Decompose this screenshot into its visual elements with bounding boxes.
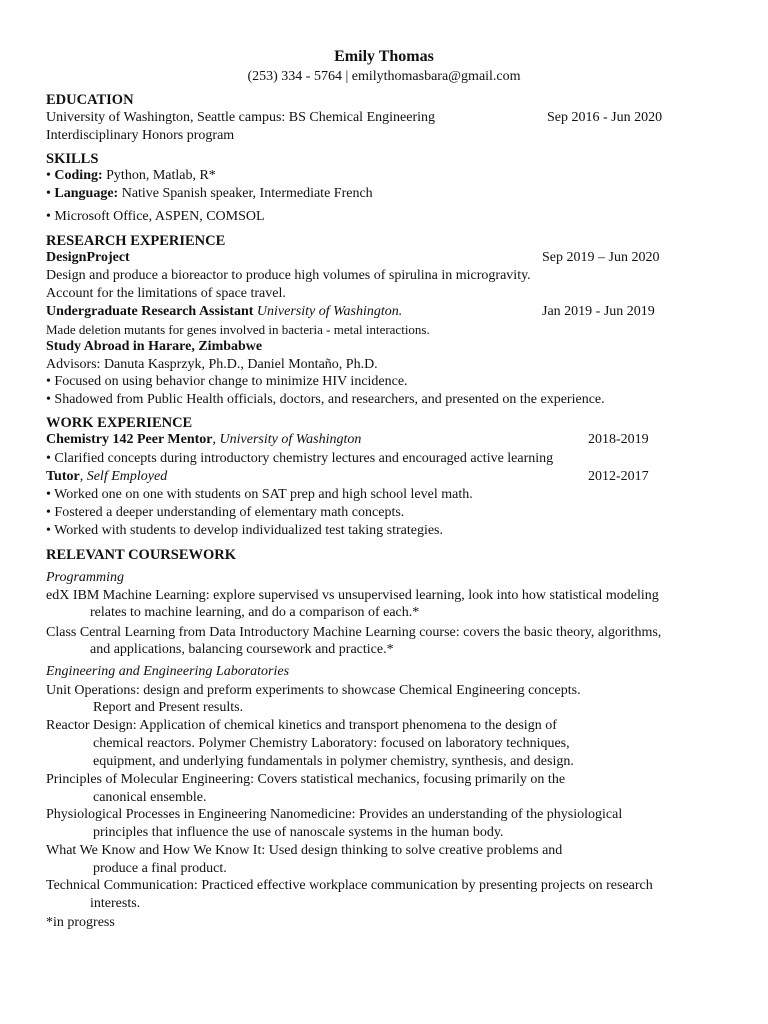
tech-comm-1: Technical Communication: Practiced effective workplace communication by presenting projects on research <box>46 878 653 893</box>
skill-coding-label: Coding: <box>54 168 103 183</box>
mentor-title: Chemistry 142 Peer Mentor <box>46 432 213 447</box>
study-abroad-advisors: Advisors: Danuta Kasprzyk, Ph.D., Daniel Montaño, Ph.D. <box>46 357 378 372</box>
programming-label: Programming <box>46 570 125 585</box>
design-project-dates: Sep 2019 – Jun 2020 <box>542 250 660 265</box>
bullet: • <box>46 168 51 183</box>
tutor-bullet-1-text: Worked one on one with students on SAT prep and high school level math. <box>54 487 473 502</box>
tutor-title-line <box>46 468 167 486</box>
molecular-eng-2: canonical ensemble. <box>93 790 207 805</box>
study-abroad-bullet-1-text: Focused on using behavior change to minimize HIV incidence. <box>54 374 408 389</box>
skill-coding <box>46 167 216 185</box>
reactor-design-1: Reactor Design: Application of chemical kinetics and transport phenomena to the design of <box>46 718 557 733</box>
ura-desc: Made deletion mutants for genes involved in bacteria - metal interactions. <box>46 322 430 337</box>
study-abroad-title: Study Abroad in Harare, Zimbabwe <box>46 339 263 354</box>
education-program: Interdisciplinary Honors program <box>46 128 235 143</box>
tutor-bullet-3-text: Worked with students to develop individualized test taking strategies. <box>54 523 444 538</box>
tutor-sep: , <box>79 469 87 484</box>
mentor-org: University of Washington <box>219 432 362 447</box>
nanomedicine-1: Physiological Processes in Engineering Nanomedicine: Provides an understanding of the physiological <box>46 807 623 822</box>
ura-title-line <box>46 303 402 321</box>
mentor-bullet-1 <box>46 450 553 468</box>
tutor-dates: 2012-2017 <box>588 469 649 484</box>
cc-course-2: and applications, balancing coursework and practice.* <box>90 642 394 657</box>
tutor-bullet-2-text: Fostered a deeper understanding of elementary math concepts. <box>54 505 405 520</box>
contact-info: (253) 334 - 5764 | emilythomasbara@gmail.com <box>247 69 521 84</box>
coursework-heading: RELEVANT COURSEWORK <box>46 547 237 563</box>
bullet: • <box>46 374 51 389</box>
design-project-title: DesignProject <box>46 250 130 265</box>
research-heading: RESEARCH EXPERIENCE <box>46 233 226 249</box>
bullet: • <box>46 451 51 466</box>
skill-other <box>46 208 265 226</box>
reactor-design-2: chemical reactors. Polymer Chemistry Laboratory: focused on laboratory techniques, <box>93 736 570 751</box>
bullet: • <box>46 209 51 224</box>
tech-comm-2: interests. <box>90 896 141 911</box>
skill-language-label: Language: <box>54 186 119 201</box>
design-project-desc-1: Design and produce a bioreactor to produce high volumes of spirulina in microgravity. <box>46 268 531 283</box>
bullet: • <box>46 487 51 502</box>
unit-ops-2: Report and Present results. <box>93 700 244 715</box>
molecular-eng-1: Principles of Molecular Engineering: Covers statistical mechanics, focusing primarily on the <box>46 772 566 787</box>
bullet: • <box>46 523 51 538</box>
bullet: • <box>46 505 51 520</box>
skills-heading: SKILLS <box>46 151 99 167</box>
education-school: University of Washington, Seattle campus: BS Chemical Engineering <box>46 110 435 125</box>
study-abroad-bullet-2-text: Shadowed from Public Health officials, doctors, and researchers, and presented on the experience. <box>54 392 605 407</box>
reactor-design-3: equipment, and underlying fundamentals in polymer chemistry, synthesis, and design. <box>93 754 574 769</box>
tutor-bullet-1 <box>46 486 473 504</box>
mentor-sep: , <box>212 432 220 447</box>
ura-title: Undergraduate Research Assistant <box>46 304 254 319</box>
unit-ops-1: Unit Operations: design and preform experiments to showcase Chemical Engineering concepts. <box>46 683 581 698</box>
in-progress-note: *in progress <box>46 915 115 930</box>
nanomedicine-2: principles that influence the use of nanoscale systems in the human body. <box>93 825 504 840</box>
tutor-bullet-3 <box>46 522 443 540</box>
tutor-org: Self Employed <box>86 469 168 484</box>
what-we-know-1: What We Know and How We Know It: Used design thinking to solve creative problems and <box>46 843 563 858</box>
study-abroad-bullet-2 <box>46 391 605 409</box>
work-heading: WORK EXPERIENCE <box>46 415 193 431</box>
tutor-bullet-2 <box>46 504 404 522</box>
education-heading: EDUCATION <box>46 92 134 108</box>
mentor-bullet-1-text: Clarified concepts during introductory chemistry lectures and encouraged active learning <box>54 451 554 466</box>
engineering-label: Engineering and Engineering Laboratories <box>46 664 290 679</box>
cc-course-1: Class Central Learning from Data Introductory Machine Learning course: covers the basic theory, algorithms, <box>46 625 662 640</box>
skill-other-value: Microsoft Office, ASPEN, COMSOL <box>54 209 265 224</box>
bullet: • <box>46 392 51 407</box>
mentor-dates: 2018-2019 <box>588 432 649 447</box>
study-abroad-bullet-1 <box>46 373 408 391</box>
what-we-know-2: produce a final product. <box>93 861 227 876</box>
ura-dates: Jan 2019 - Jun 2019 <box>542 304 655 319</box>
design-project-desc-2: Account for the limitations of space travel. <box>46 286 286 301</box>
skill-language <box>46 185 373 203</box>
bullet: • <box>46 186 51 201</box>
skill-language-value: Native Spanish speaker, Intermediate French <box>118 186 373 201</box>
tutor-title: Tutor <box>46 469 80 484</box>
ura-org: University of Washington. <box>253 304 403 319</box>
edx-course-1: edX IBM Machine Learning: explore supervised vs unsupervised learning, look into how statistical modeling <box>46 588 659 603</box>
edx-course-2: relates to machine learning, and do a comparison of each.* <box>90 605 420 620</box>
skill-coding-value: Python, Matlab, R* <box>102 168 216 183</box>
mentor-title-line <box>46 431 361 449</box>
education-dates: Sep 2016 - Jun 2020 <box>547 110 663 125</box>
candidate-name: Emily Thomas <box>334 48 434 65</box>
